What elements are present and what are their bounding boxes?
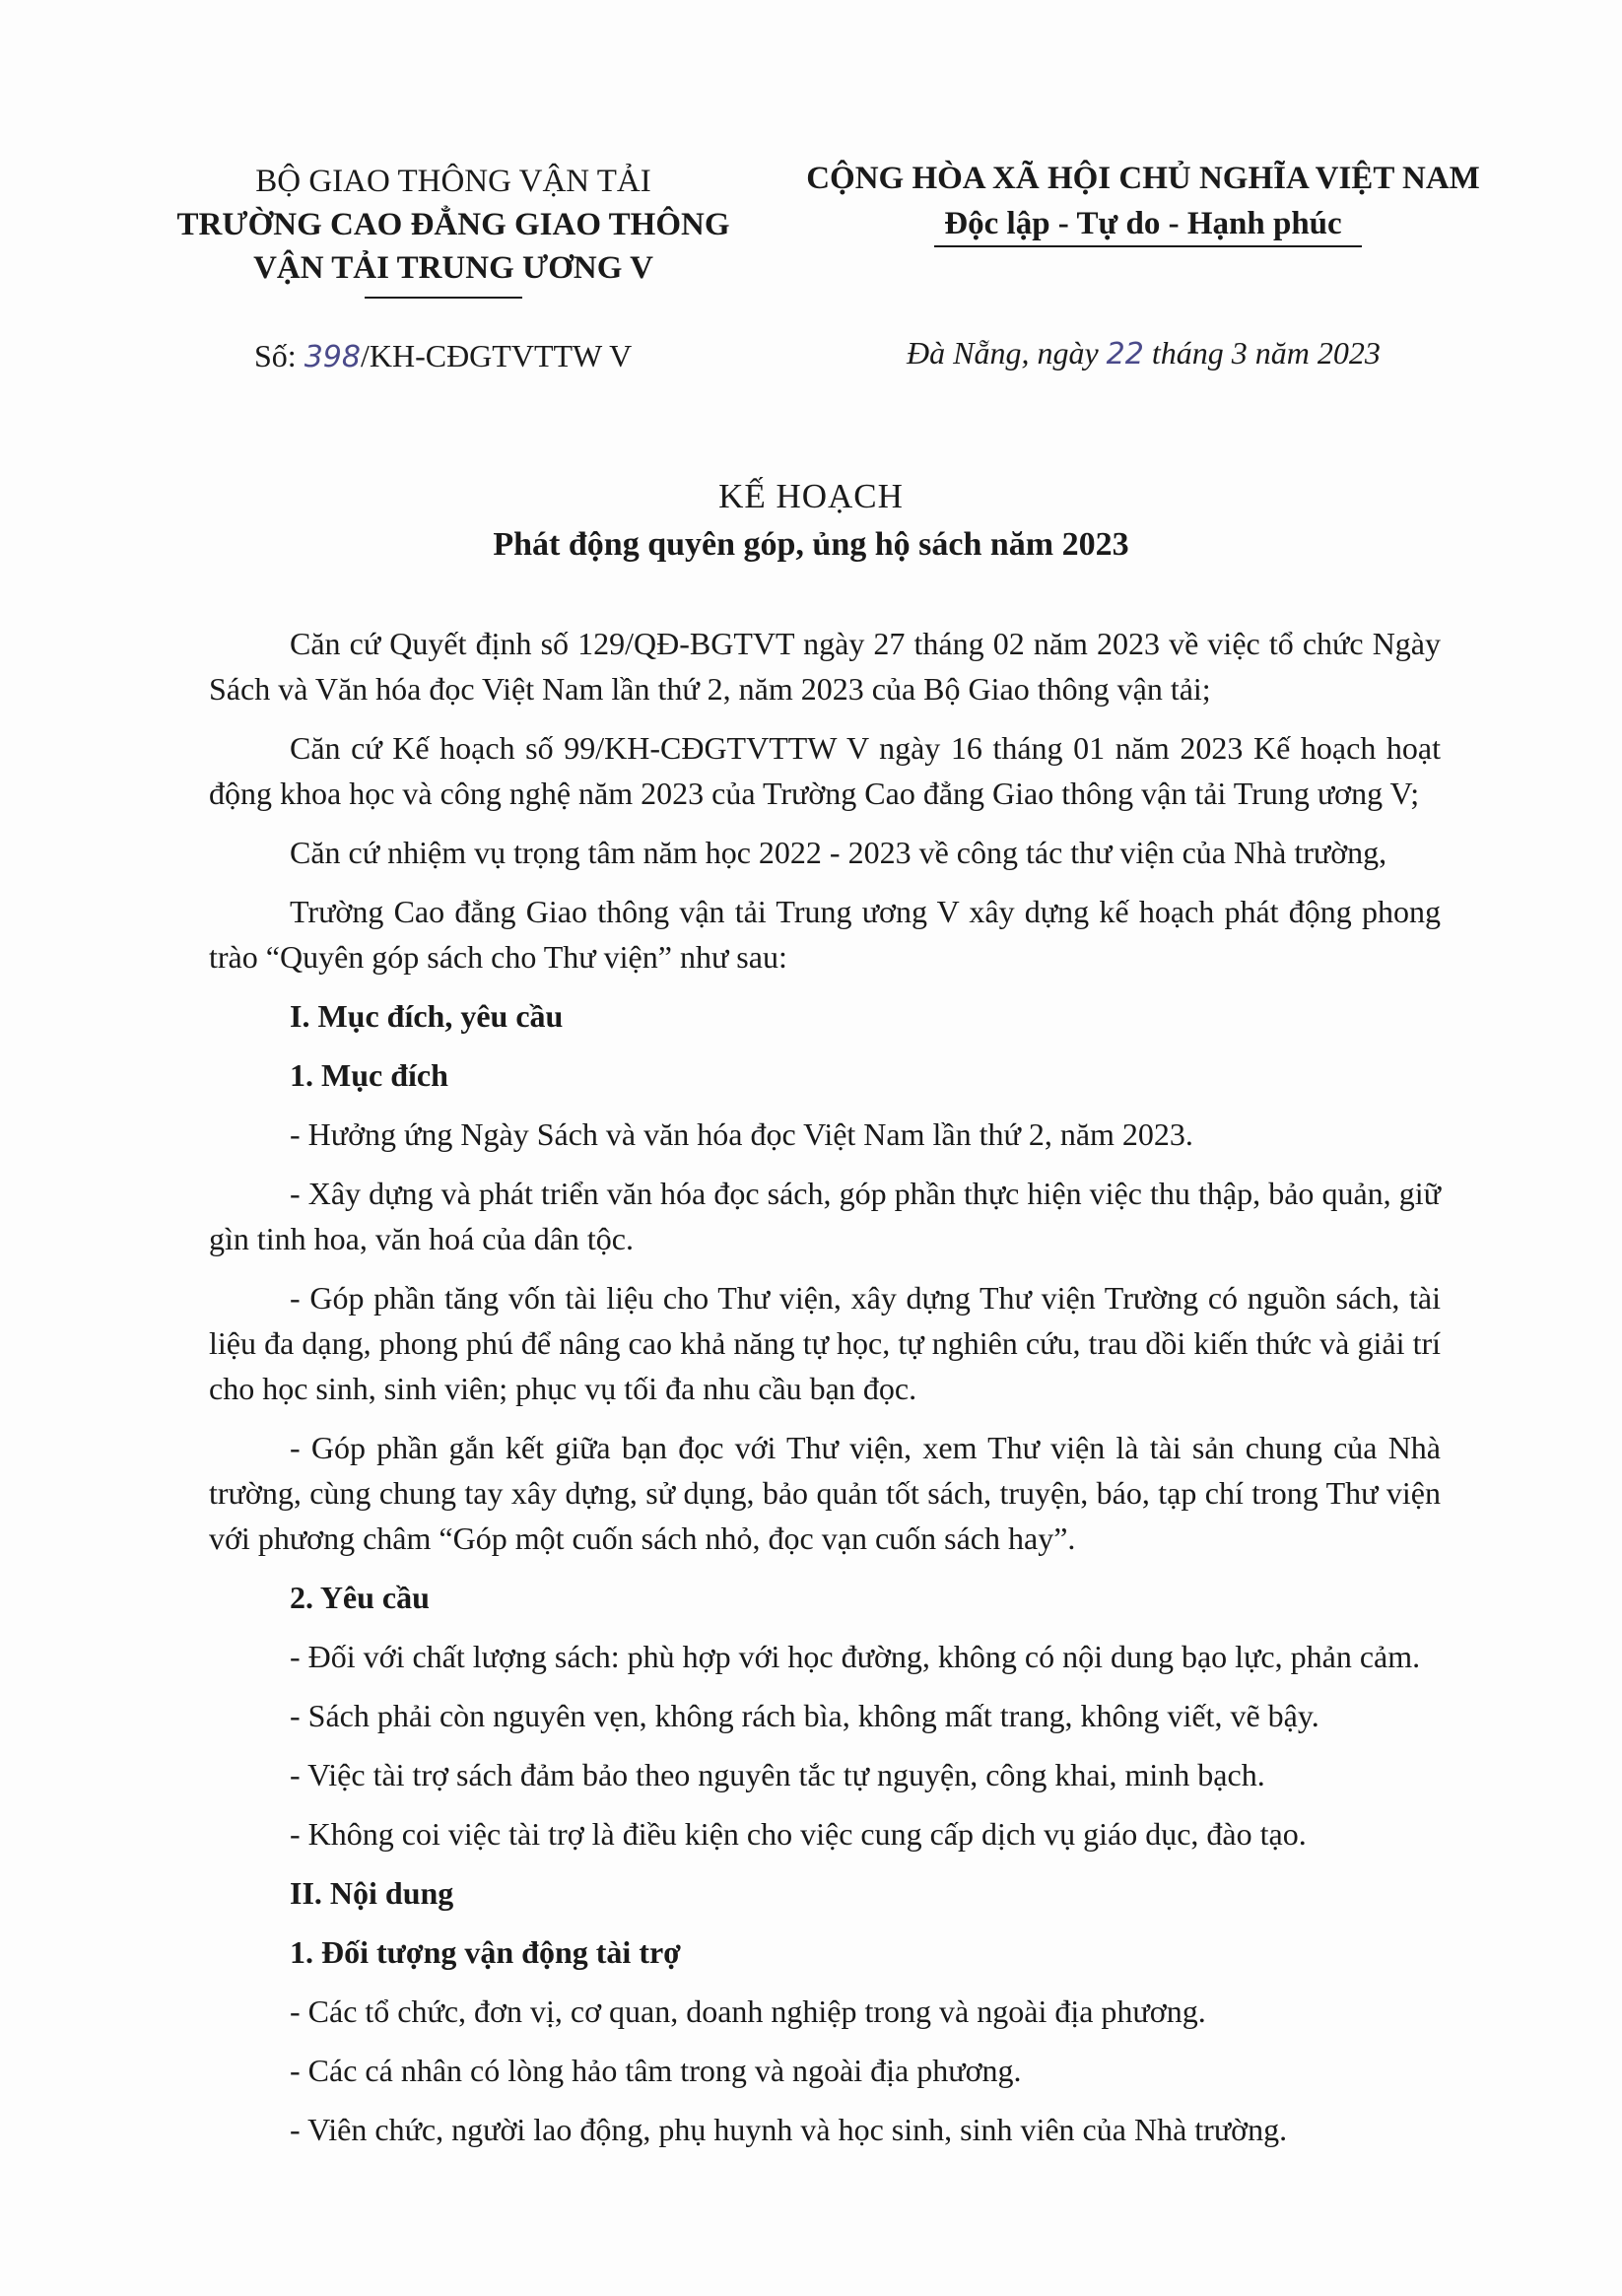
date-suffix: tháng 3 năm 2023 [1143, 335, 1381, 371]
school-name-line1: TRƯỜNG CAO ĐẲNG GIAO THÔNG [176, 207, 730, 242]
body-paragraph: Trường Cao đẳng Giao thông vận tải Trung ương V xây dựng kế hoạch phát động phong trào “Quyên góp sách cho Thư viện” như sau: [209, 894, 1441, 975]
body-paragraph: - Góp phần gắn kết giữa bạn đọc với Thư viện, xem Thư viện là tài sản chung của Nhà trường, cùng chung tay xây dựng, sử dụng, bảo quản tốt sách, truyện, báo, tạp chí trong Thư viện với phương châm “Góp một cuốn sách nhỏ, đọc vạn cuốn sách hay”. [209, 1430, 1441, 1556]
body-paragraph: - Xây dựng và phát triển văn hóa đọc sách, góp phần thực hiện việc thu thập, bảo quản, giữ gìn tinh hoa, văn hoá của dân tộc. [209, 1176, 1441, 1256]
document-date [907, 335, 1381, 371]
body-paragraph: - Sách phải còn nguyên vẹn, không rách bìa, không mất trang, không viết, vẽ bậy. [290, 1698, 1319, 1733]
body-paragraph: - Các cá nhân có lòng hảo tâm trong và ngoài địa phương. [290, 2053, 1022, 2088]
date-day-handwritten: 22 [1106, 337, 1144, 371]
document-number [254, 338, 632, 374]
nation-name: CỘNG HÒA XÃ HỘI CHỦ NGHĨA VIỆT NAM [806, 161, 1480, 196]
document-title: KẾ HOẠCH [718, 477, 904, 515]
section-heading: 2. Yêu cầu [290, 1580, 430, 1615]
body-paragraph: - Các tổ chức, đơn vị, cơ quan, doanh nghiệp trong và ngoài địa phương. [290, 1993, 1206, 2029]
section-heading: II. Nội dung [290, 1875, 454, 1911]
motto-underline [934, 245, 1362, 247]
body-paragraph: - Viên chức, người lao động, phụ huynh và học sinh, sinh viên của Nhà trường. [290, 2112, 1288, 2147]
issuer-underline [365, 297, 522, 299]
body-paragraph: - Đối với chất lượng sách: phù hợp với học đường, không có nội dung bạo lực, phản cảm. [290, 1639, 1421, 1674]
doc-number-prefix: Số: [254, 338, 304, 373]
school-name-line2: VẬN TẢI TRUNG ƯƠNG V [253, 250, 653, 286]
ministry-name: BỘ GIAO THÔNG VẬN TẢI [255, 164, 651, 199]
section-heading: 1. Đối tượng vận động tài trợ [290, 1934, 681, 1970]
doc-number-handwritten: 398 [304, 340, 361, 374]
document-body [209, 621, 1441, 2166]
body-paragraph: Căn cứ Quyết định số 129/QĐ-BGTVT ngày 27 tháng 02 năm 2023 về việc tổ chức Ngày Sách và Văn hóa đọc Việt Nam lần thứ 2, năm 2023 của Bộ Giao thông vận tải; [209, 626, 1441, 707]
body-paragraph: Căn cứ Kế hoạch số 99/KH-CĐGTVTTW V ngày 16 tháng 01 năm 2023 Kế hoạch hoạt động khoa học và công nghệ năm 2023 của Trường Cao đẳng Giao thông vận tải Trung ương V; [209, 730, 1441, 811]
body-paragraph: - Không coi việc tài trợ là điều kiện cho việc cung cấp dịch vụ giáo dục, đào tạo. [290, 1816, 1307, 1852]
issuer-block [138, 160, 769, 290]
section-heading: 1. Mục đích [290, 1057, 448, 1093]
body-paragraph: - Góp phần tăng vốn tài liệu cho Thư viện, xây dựng Thư viện Trường có nguồn sách, tài liệu đa dạng, phong phú để nâng cao khả năng tự học, tự nghiên cứu, trau dồi kiến thức và giải trí cho học sinh, sinh viên; phục vụ tối đa nhu cầu bạn đọc. [209, 1280, 1441, 1406]
body-paragraph: - Hưởng ứng Ngày Sách và văn hóa đọc Việt Nam lần thứ 2, năm 2023. [290, 1116, 1193, 1152]
date-prefix: Đà Nẵng, ngày [907, 335, 1107, 371]
document-subtitle: Phát động quyên góp, ủng hộ sách năm 2023 [493, 526, 1129, 563]
national-block [778, 156, 1508, 246]
doc-number-suffix: /KH-CĐGTVTTW V [360, 338, 633, 373]
national-motto: Độc lập - Tự do - Hạnh phúc [944, 206, 1342, 241]
body-paragraph: - Việc tài trợ sách đảm bảo theo nguyên tắc tự nguyện, công khai, minh bạch. [290, 1757, 1265, 1792]
section-heading: I. Mục đích, yêu cầu [290, 998, 564, 1034]
body-paragraph: Căn cứ nhiệm vụ trọng tâm năm học 2022 - 2023 về công tác thư viện của Nhà trường, [290, 835, 1387, 870]
